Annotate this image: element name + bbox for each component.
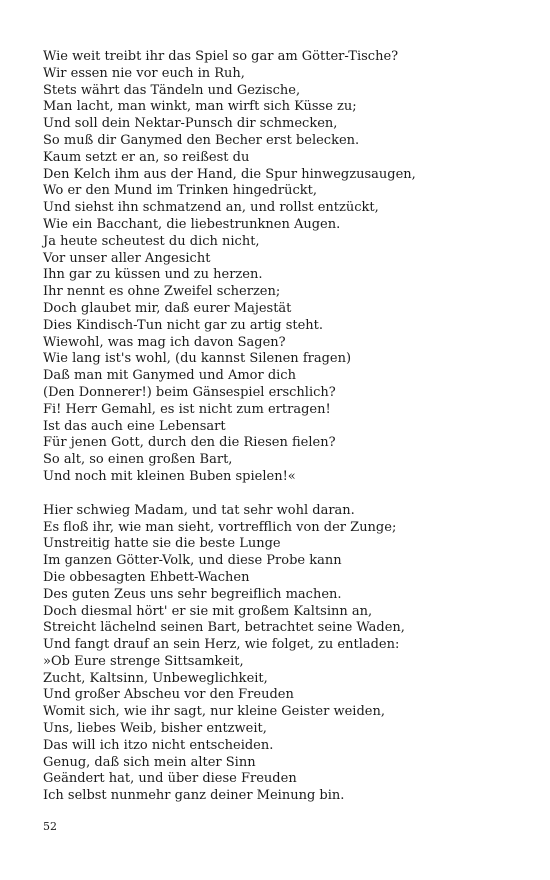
verse-line: Es floß ihr, wie man sieht, vortrefflich von der Zunge; bbox=[43, 519, 397, 535]
verse-line: Und großer Abscheu vor den Freuden bbox=[43, 687, 294, 703]
verse-line: Des guten Zeus uns sehr begreiflich machen. bbox=[43, 586, 342, 602]
verse-line: Wie ein Bacchant, die liebestrunknen Augen. bbox=[43, 216, 341, 232]
verse-line: Doch glaubet mir, daß eurer Majestät bbox=[43, 300, 292, 316]
verse-line: »Ob Eure strenge Sittsamkeit, bbox=[43, 653, 244, 669]
verse-line: Vor unser aller Angesicht bbox=[43, 250, 211, 266]
verse-line: Unstreitig hatte sie die beste Lunge bbox=[43, 536, 281, 552]
verse-line: Im ganzen Götter-Volk, und diese Probe kann bbox=[43, 553, 342, 569]
stanza-2 bbox=[43, 503, 523, 805]
verse-line: Und noch mit kleinen Buben spielen!« bbox=[43, 468, 296, 484]
verse-line: Kaum setzt er an, so reißest du bbox=[43, 149, 250, 165]
verse-line: Womit sich, wie ihr sagt, nur kleine Geister weiden, bbox=[43, 704, 385, 720]
verse-line: Die obbesagten Ehbett-Wachen bbox=[43, 569, 250, 585]
verse-line: Stets währt das Tändeln und Gezische, bbox=[43, 82, 301, 98]
verse-line: Und soll dein Nektar-Punsch dir schmecken, bbox=[43, 116, 338, 132]
verse-line: Den Kelch ihm aus der Hand, die Spur hinwegzusaugen, bbox=[43, 166, 416, 182]
verse-line: Wiewohl, was mag ich davon Sagen? bbox=[43, 334, 286, 350]
verse-line: Dies Kindisch-Tun nicht gar zu artig steht. bbox=[43, 317, 324, 333]
verse-line: Das will ich itzo nicht entscheiden. bbox=[43, 737, 274, 753]
verse-line: Und fangt drauf an sein Herz, wie folget, zu entladen: bbox=[43, 637, 400, 653]
verse-line: Wo er den Mund im Trinken hingedrückt, bbox=[43, 183, 317, 199]
poem-text bbox=[43, 49, 523, 805]
verse-line: Streicht lächelnd seinen Bart, betrachtet seine Waden, bbox=[43, 620, 405, 636]
verse-line: Ich selbst nunmehr ganz deiner Meinung bin. bbox=[43, 788, 345, 804]
verse-line: Wie lang ist's wohl, (du kannst Silenen fragen) bbox=[43, 351, 352, 367]
verse-line: (Den Donnerer!) beim Gänsespiel erschlich? bbox=[43, 384, 336, 400]
verse-line: Ihr nennt es ohne Zweifel scherzen; bbox=[43, 284, 281, 300]
verse-line: Zucht, Kaltsinn, Unbeweglichkeit, bbox=[43, 670, 268, 686]
verse-line: Ihn gar zu küssen und zu herzen. bbox=[43, 267, 263, 283]
verse-line: Man lacht, man winkt, man wirft sich Küsse zu; bbox=[43, 99, 357, 115]
verse-line: Geändert hat, und über diese Freuden bbox=[43, 771, 297, 787]
stanza-1 bbox=[43, 49, 523, 486]
verse-line: So muß dir Ganymed den Becher erst belecken. bbox=[43, 132, 360, 148]
verse-line: Doch diesmal hört' er sie mit großem Kaltsinn an, bbox=[43, 603, 373, 619]
verse-line: Wir essen nie vor euch in Ruh, bbox=[43, 65, 245, 81]
verse-line: Wie weit treibt ihr das Spiel so gar am Götter-Tische? bbox=[43, 49, 399, 64]
verse-line: Daß man mit Ganymed und Amor dich bbox=[43, 368, 296, 384]
page-number: 52 bbox=[43, 820, 57, 833]
verse-line: Ja heute scheutest du dich nicht, bbox=[43, 233, 260, 249]
verse-line: Uns, liebes Weib, bisher entzweit, bbox=[43, 721, 267, 737]
verse-line: So alt, so einen großen Bart, bbox=[43, 452, 233, 468]
verse-line: Genug, daß sich mein alter Sinn bbox=[43, 754, 256, 770]
verse-line: Für jenen Gott, durch den die Riesen fielen? bbox=[43, 435, 336, 451]
verse-line: Fi! Herr Gemahl, es ist nicht zum ertragen! bbox=[43, 401, 331, 417]
verse-line: Ist das auch eine Lebensart bbox=[43, 418, 226, 434]
verse-line: Und siehst ihn schmatzend an, und rollst entzückt, bbox=[43, 200, 379, 216]
verse-line: Hier schwieg Madam, und tat sehr wohl daran. bbox=[43, 502, 355, 518]
